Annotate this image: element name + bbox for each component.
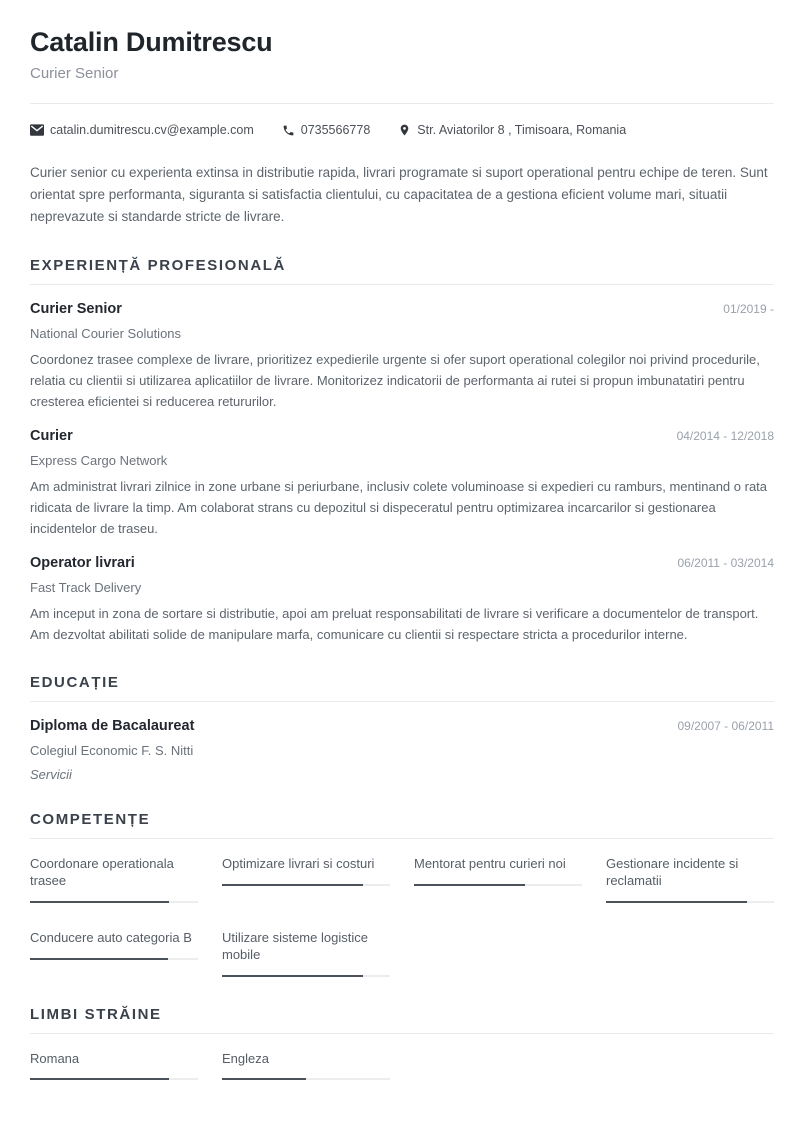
skill-level-fill — [30, 901, 169, 903]
section-divider — [30, 1033, 774, 1034]
section-divider — [30, 838, 774, 839]
person-name: Catalin Dumitrescu — [30, 27, 273, 57]
entry-dates: 04/2014 - 12/2018 — [676, 428, 774, 443]
entry-school: Colegiul Economic F. S. Nitti — [30, 743, 194, 758]
header-divider — [30, 103, 774, 104]
language-name: Engleza — [222, 1050, 269, 1066]
entry-dates: 09/2007 - 06/2011 — [677, 719, 774, 733]
skill-level-bar — [606, 901, 774, 903]
location-pin-icon — [398, 123, 411, 137]
section-languages — [30, 1006, 774, 1081]
language-level-fill — [222, 1078, 306, 1080]
entry-company: Fast Track Delivery — [30, 579, 142, 595]
entry-head — [30, 718, 774, 734]
section-divider — [30, 701, 774, 702]
entry-company: National Courier Solutions — [30, 325, 182, 341]
skills-grid — [30, 856, 774, 977]
skill-level-bar — [222, 975, 390, 977]
language-name: Romana — [30, 1050, 80, 1066]
contact-address — [398, 123, 626, 137]
entry-field-of-study: Servicii — [30, 767, 72, 782]
education-entry — [30, 718, 774, 782]
section-skills — [30, 811, 774, 977]
skill-name: Optimizare livrari si costuri — [222, 856, 375, 871]
contact-email — [30, 123, 254, 137]
skill-level-fill — [222, 884, 363, 886]
skill-name: Utilizare sisteme logistice mobile — [222, 929, 368, 962]
skill-name: Gestionare incidente si reclamatii — [606, 856, 739, 888]
mail-icon — [30, 124, 44, 136]
contact-phone — [282, 123, 371, 137]
section-heading-education: EDUCAȚIE — [30, 674, 120, 691]
language-level-bar — [30, 1078, 198, 1080]
contact-address-value: Str. Aviatorilor 8 , Timisoara, Romania — [417, 123, 627, 138]
language-level-bar — [222, 1078, 390, 1080]
experience-entry — [30, 428, 774, 539]
skill-level-bar — [30, 958, 198, 960]
skill-level-bar — [30, 901, 198, 903]
section-heading-experience: EXPERIENȚĂ PROFESIONALĂ — [30, 256, 286, 274]
resume-header — [30, 27, 774, 137]
section-experience — [30, 257, 774, 645]
entry-company: Express Cargo Network — [30, 452, 168, 468]
entry-job-title: Curier Senior — [30, 300, 122, 317]
profile-summary: Curier senior cu experienta extinsa in distributie rapida, livrari programate si suport operational pentru echipe de teren. Sunt orientat spre performanta, siguranta si satisfactia clientului, cu capacitatea de a gestiona eficient volume mari, situatii neprevazute si standarde stricte de livrare. — [30, 165, 768, 224]
entry-description: Am inceput in zona de sortare si distributie, apoi am preluat responsabilitati de livrare si verificare a documentelor de transport. Am dezvoltat abilitati solide de manipulare marfa, comunicare cu clientii si respectare stricta a procedurilor interne. — [30, 605, 759, 642]
section-education — [30, 674, 774, 782]
phone-icon — [282, 124, 295, 137]
skill-item — [222, 930, 390, 977]
entry-dates: 01/2019 - — [723, 301, 774, 316]
skill-item — [606, 856, 774, 903]
section-divider — [30, 284, 774, 285]
experience-entry — [30, 301, 774, 412]
entry-job-title: Curier — [30, 427, 73, 444]
language-item — [222, 1051, 390, 1081]
skill-item — [30, 930, 198, 977]
language-item — [30, 1051, 198, 1081]
section-heading-languages: LIMBI STRĂINE — [30, 1005, 162, 1023]
entry-description: Am administrat livrari zilnice in zone urbane si periurbane, inclusiv colete voluminoase si expedieri cu ramburs, mentinand o rata ridicata de livrare la timp. Am colaborat strans cu depozitul si dispeceratul pentru optimizarea incarcarilor si gestionarea incidentelor de traseu. — [30, 478, 768, 536]
contact-phone-value: 0735566778 — [300, 123, 371, 138]
entry-dates: 06/2011 - 03/2014 — [677, 555, 774, 570]
skill-item — [30, 856, 198, 903]
experience-entry — [30, 555, 774, 645]
skill-level-fill — [414, 884, 525, 886]
entry-job-title: Operator livrari — [30, 554, 135, 571]
entry-head — [30, 301, 774, 317]
skill-level-bar — [414, 884, 582, 886]
entry-head — [30, 428, 774, 444]
entry-degree: Diploma de Bacalaureat — [30, 718, 195, 734]
contact-row — [30, 123, 774, 137]
skill-level-fill — [606, 901, 747, 903]
skill-item — [414, 856, 582, 903]
skill-level-bar — [222, 884, 390, 886]
skill-level-fill — [222, 975, 363, 977]
skill-name: Conducere auto categoria B — [30, 929, 192, 945]
skill-name: Mentorat pentru curieri noi — [414, 856, 566, 871]
languages-grid — [30, 1051, 774, 1081]
entry-description: Coordonez trasee complexe de livrare, prioritizez expedierile urgente si ofer suport operational colegilor noi privind procedurile, relatia cu clientii si utilizarea aplicatiilor de livrare. Monitorizez indicatorii de performanta ai rutei si propun imbunatatiri pentru cresterea eficientei si reducerea retururilor. — [30, 351, 760, 409]
person-job-title: Curier Senior — [30, 65, 119, 83]
section-heading-skills: COMPETENȚE — [30, 811, 151, 828]
entry-head — [30, 555, 774, 571]
skill-level-fill — [30, 958, 168, 960]
language-level-fill — [30, 1078, 169, 1080]
skill-item — [222, 856, 390, 903]
contact-email-value: catalin.dumitrescu.cv@example.com — [50, 123, 254, 138]
skill-name: Coordonare operationala trasee — [30, 856, 174, 888]
